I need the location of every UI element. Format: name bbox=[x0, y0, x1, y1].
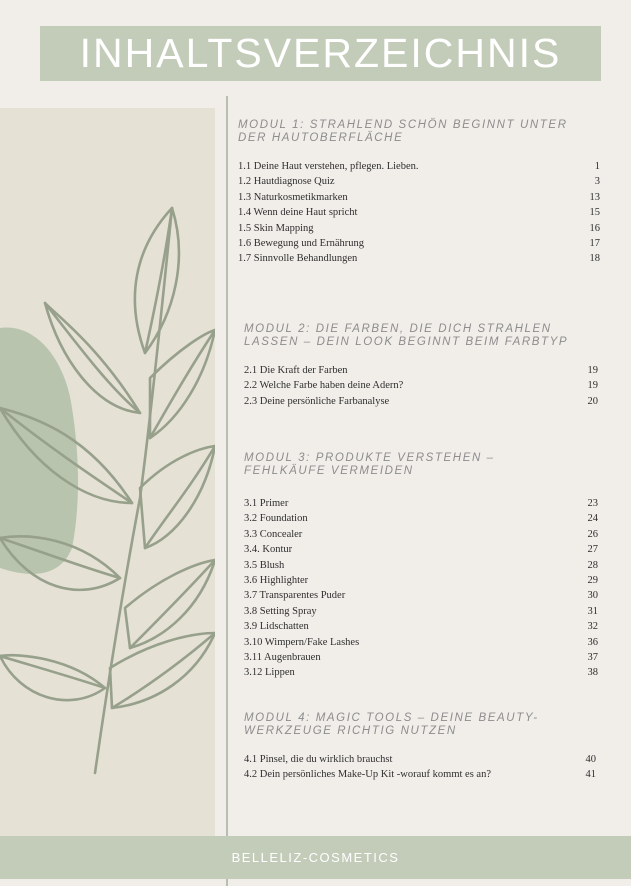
toc-entry[interactable] bbox=[238, 159, 600, 174]
toc-entry[interactable] bbox=[238, 174, 600, 189]
leaf-branch-illustration bbox=[0, 108, 215, 836]
toc-page-number: 41 bbox=[585, 769, 596, 781]
toc-entry[interactable] bbox=[244, 573, 598, 588]
toc-label: 2.2 Welche Farbe haben deine Adern? bbox=[244, 380, 404, 392]
decorative-panel bbox=[0, 108, 215, 836]
toc-entry[interactable] bbox=[238, 205, 600, 220]
module-heading-line: DER HAUTOBERFLÄCHE bbox=[238, 132, 404, 144]
toc-entry[interactable] bbox=[238, 221, 600, 236]
toc-list bbox=[244, 496, 598, 681]
toc-page-number: 28 bbox=[587, 559, 598, 571]
brand-name: BELLELIZ-COSMETICS bbox=[231, 850, 400, 865]
toc-entry[interactable] bbox=[244, 527, 598, 542]
module-heading-line: MODUL 2: DIE FARBEN, DIE DICH STRAHLEN bbox=[244, 323, 552, 335]
toc-label: 3.2 Foundation bbox=[244, 513, 308, 525]
toc-entry[interactable] bbox=[244, 558, 598, 573]
toc-label: 4.1 Pinsel, die du wirklich brauchst bbox=[244, 754, 393, 765]
module-heading-line: LASSEN – DEIN LOOK BEGINNT BEIM FARBTYP bbox=[244, 336, 569, 348]
toc-label: 3.5 Blush bbox=[244, 559, 285, 571]
toc-entry[interactable] bbox=[238, 236, 600, 251]
module-heading-line: WERKZEUGE RICHTIG NUTZEN bbox=[244, 725, 457, 737]
module-4 bbox=[244, 712, 596, 783]
title-banner bbox=[40, 26, 601, 81]
toc-label: 3.8 Setting Spray bbox=[244, 605, 317, 617]
toc-page-number: 23 bbox=[587, 498, 598, 509]
toc-page-number: 36 bbox=[587, 636, 598, 648]
toc-entry[interactable] bbox=[244, 542, 598, 557]
module-heading bbox=[244, 323, 598, 349]
toc-entry[interactable] bbox=[244, 378, 598, 393]
module-heading bbox=[238, 119, 600, 145]
toc-page-number: 38 bbox=[587, 667, 598, 679]
vertical-divider bbox=[226, 96, 228, 886]
module-3 bbox=[244, 452, 598, 681]
toc-page-number: 40 bbox=[585, 754, 596, 765]
toc-label: 3.3 Concealer bbox=[244, 528, 303, 540]
toc-page-number: 3 bbox=[594, 176, 600, 188]
toc-page-number: 31 bbox=[587, 605, 598, 617]
toc-page-number: 18 bbox=[589, 253, 600, 265]
module-2 bbox=[244, 323, 598, 409]
module-heading bbox=[244, 452, 598, 478]
toc-entry[interactable] bbox=[244, 635, 598, 650]
toc-label: 3.7 Transparentes Puder bbox=[244, 590, 346, 602]
toc-list bbox=[244, 752, 596, 783]
toc-label: 2.3 Deine persönliche Farbanalyse bbox=[244, 395, 390, 407]
toc-page-number: 19 bbox=[587, 365, 598, 376]
page-title: INHALTSVERZEICHNIS bbox=[79, 30, 562, 76]
toc-page-number: 13 bbox=[589, 191, 600, 203]
toc-entry[interactable] bbox=[244, 604, 598, 619]
toc-page-number: 30 bbox=[587, 590, 598, 602]
toc-entry[interactable] bbox=[244, 619, 598, 634]
module-heading-line: FEHLKÄUFE VERMEIDEN bbox=[244, 465, 414, 477]
footer-banner bbox=[0, 836, 631, 879]
toc-entry[interactable] bbox=[244, 363, 598, 378]
toc-page-number: 19 bbox=[587, 380, 598, 392]
toc-label: 3.11 Augenbrauen bbox=[244, 652, 321, 664]
toc-entry[interactable] bbox=[238, 251, 600, 266]
toc-label: 3.12 Lippen bbox=[244, 667, 295, 679]
module-heading-line: MODUL 4: MAGIC TOOLS – DEINE BEAUTY- bbox=[244, 712, 539, 724]
toc-page-number: 17 bbox=[589, 238, 600, 250]
toc-label: 1.4 Wenn deine Haut spricht bbox=[238, 207, 358, 219]
toc-label: 1.3 Naturkosmetikmarken bbox=[238, 191, 348, 203]
toc-label: 3.4. Kontur bbox=[244, 544, 293, 556]
toc-page-number: 27 bbox=[587, 544, 598, 556]
toc-page-number: 1 bbox=[594, 161, 600, 172]
toc-page-number: 29 bbox=[587, 575, 598, 587]
module-1 bbox=[238, 119, 600, 267]
toc-label: 1.6 Bewegung und Ernährung bbox=[238, 238, 364, 250]
toc-label: 3.6 Highlighter bbox=[244, 575, 309, 587]
toc-entry[interactable] bbox=[244, 752, 596, 767]
toc-entry[interactable] bbox=[244, 650, 598, 665]
toc-entry[interactable] bbox=[238, 190, 600, 205]
module-heading bbox=[244, 712, 596, 738]
toc-label: 3.9 Lidschatten bbox=[244, 621, 309, 633]
toc-page-number: 15 bbox=[589, 207, 600, 219]
toc-label: 1.7 Sinnvolle Behandlungen bbox=[238, 253, 358, 265]
toc-list bbox=[244, 363, 598, 409]
toc-page-number: 37 bbox=[587, 652, 598, 664]
module-heading-line: MODUL 3: PRODUKTE VERSTEHEN – bbox=[244, 452, 495, 464]
toc-page-number: 20 bbox=[587, 395, 598, 407]
toc-label: 1.2 Hautdiagnose Quiz bbox=[238, 176, 335, 188]
toc-page-number: 24 bbox=[587, 513, 598, 525]
toc-label: 4.2 Dein persönliches Make-Up Kit -worauf kommt es an? bbox=[244, 769, 491, 781]
toc-list bbox=[238, 159, 600, 267]
toc-entry[interactable] bbox=[244, 496, 598, 511]
toc-label: 3.10 Wimpern/Fake Lashes bbox=[244, 636, 360, 648]
toc-label: 1.1 Deine Haut verstehen, pflegen. Lieben. bbox=[238, 161, 419, 172]
toc-entry[interactable] bbox=[244, 511, 598, 526]
toc-page-number: 26 bbox=[587, 528, 598, 540]
toc-entry[interactable] bbox=[244, 394, 598, 409]
toc-entry[interactable] bbox=[244, 588, 598, 603]
toc-label: 3.1 Primer bbox=[244, 498, 289, 509]
toc-page-number: 16 bbox=[589, 222, 600, 234]
toc-label: 1.5 Skin Mapping bbox=[238, 222, 314, 234]
toc-entry[interactable] bbox=[244, 665, 598, 680]
module-heading-line: MODUL 1: STRAHLEND SCHÖN BEGINNT UNTER bbox=[238, 119, 568, 131]
toc-label: 2.1 Die Kraft der Farben bbox=[244, 365, 348, 376]
toc-page-number: 32 bbox=[587, 621, 598, 633]
toc-entry[interactable] bbox=[244, 767, 596, 782]
